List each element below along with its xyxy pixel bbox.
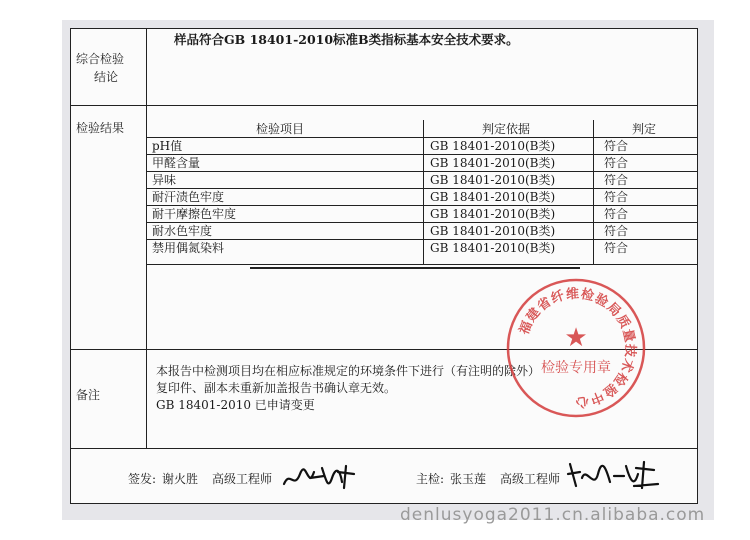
section-divider-1 (70, 105, 698, 106)
signer-title: 高级工程师 (212, 472, 273, 486)
conclusion-label-line2: 结论 (94, 70, 119, 84)
table-col-divider-1 (423, 120, 424, 264)
chief-name: 张玉莲 (450, 472, 487, 486)
chief-label: 主检: (416, 472, 445, 486)
seal-star-icon: ★ (564, 323, 588, 353)
official-seal-stamp (502, 274, 650, 422)
border-bottom (70, 503, 698, 504)
table-row-1-item: pH值 (152, 139, 183, 153)
table-col-divider-2 (593, 120, 594, 264)
table-row-line-4 (146, 205, 698, 206)
table-header-bottom-line (146, 137, 698, 138)
table-row-7-verdict: 符合 (604, 241, 629, 255)
table-row-5-item: 耐干摩擦色牢度 (152, 207, 237, 221)
seal-ring-text: 福建省纤维检验局质量技术检验中心 (516, 286, 638, 410)
table-row-3-verdict: 符合 (604, 173, 629, 187)
table-row-4-basis: GB 18401-2010(B类) (430, 190, 556, 204)
table-row-3-item: 异味 (152, 173, 177, 187)
table-row-2-item: 甲醛含量 (152, 156, 201, 170)
table-row-2-basis: GB 18401-2010(B类) (430, 156, 556, 170)
border-top (70, 28, 698, 29)
remarks-line-1: 本报告中检测项目均在相应标准规定的环境条件下进行（有注明的除外） (156, 364, 541, 378)
table-row-6-item: 耐水色牢度 (152, 224, 213, 238)
table-row-line-5 (146, 222, 698, 223)
watermark-text: denlusyoga2011.cn.alibaba.com (400, 505, 706, 525)
seal-center-text: 检验专用章 (541, 360, 611, 376)
results-label: 检验结果 (76, 121, 125, 135)
table-header-verdict: 判定 (632, 122, 657, 136)
table-end-rule (250, 267, 580, 269)
signer-label: 签发: (128, 472, 157, 486)
table-row-line-2 (146, 171, 698, 172)
table-row-4-verdict: 符合 (604, 190, 629, 204)
table-row-2-verdict: 符合 (604, 156, 629, 170)
border-right (697, 28, 698, 504)
table-row-line-1 (146, 154, 698, 155)
table-row-7-basis: GB 18401-2010(B类) (430, 241, 556, 255)
chief-title: 高级工程师 (500, 472, 561, 486)
table-row-5-basis: GB 18401-2010(B类) (430, 207, 556, 221)
table-row-5-verdict: 符合 (604, 207, 629, 221)
table-row-7-item: 禁用偶氮染料 (152, 241, 225, 255)
table-header-item: 检验项目 (256, 122, 305, 136)
signer-name: 谢火胜 (162, 472, 199, 486)
table-bottom-line (146, 264, 698, 265)
document-frame (62, 20, 714, 520)
conclusion-text: 样品符合GB 18401-2010标准B类指标基本安全技术要求。 (174, 32, 519, 47)
section-divider-3 (70, 448, 698, 449)
table-row-3-basis: GB 18401-2010(B类) (430, 173, 556, 187)
table-row-1-basis: GB 18401-2010(B类) (430, 139, 556, 153)
conclusion-label-line1: 综合检验 (76, 52, 125, 66)
signer-handwritten-signature (280, 460, 360, 496)
remarks-label: 备注 (76, 388, 101, 402)
chief-handwritten-signature (564, 456, 664, 496)
remarks-line-2: 复印件、副本未重新加盖报告书确认章无效。 (156, 381, 397, 395)
table-row-6-basis: GB 18401-2010(B类) (430, 224, 556, 238)
inspection-report-sheet (70, 28, 698, 504)
table-row-line-3 (146, 188, 698, 189)
table-row-6-verdict: 符合 (604, 224, 629, 238)
table-row-1-verdict: 符合 (604, 139, 629, 153)
table-row-line-6 (146, 239, 698, 240)
table-row-4-item: 耐汗渍色牢度 (152, 190, 225, 204)
remarks-line-3: GB 18401-2010 已申请变更 (156, 398, 315, 412)
table-header-basis: 判定依据 (482, 122, 531, 136)
border-left (70, 28, 71, 504)
label-column-divider (146, 28, 147, 448)
